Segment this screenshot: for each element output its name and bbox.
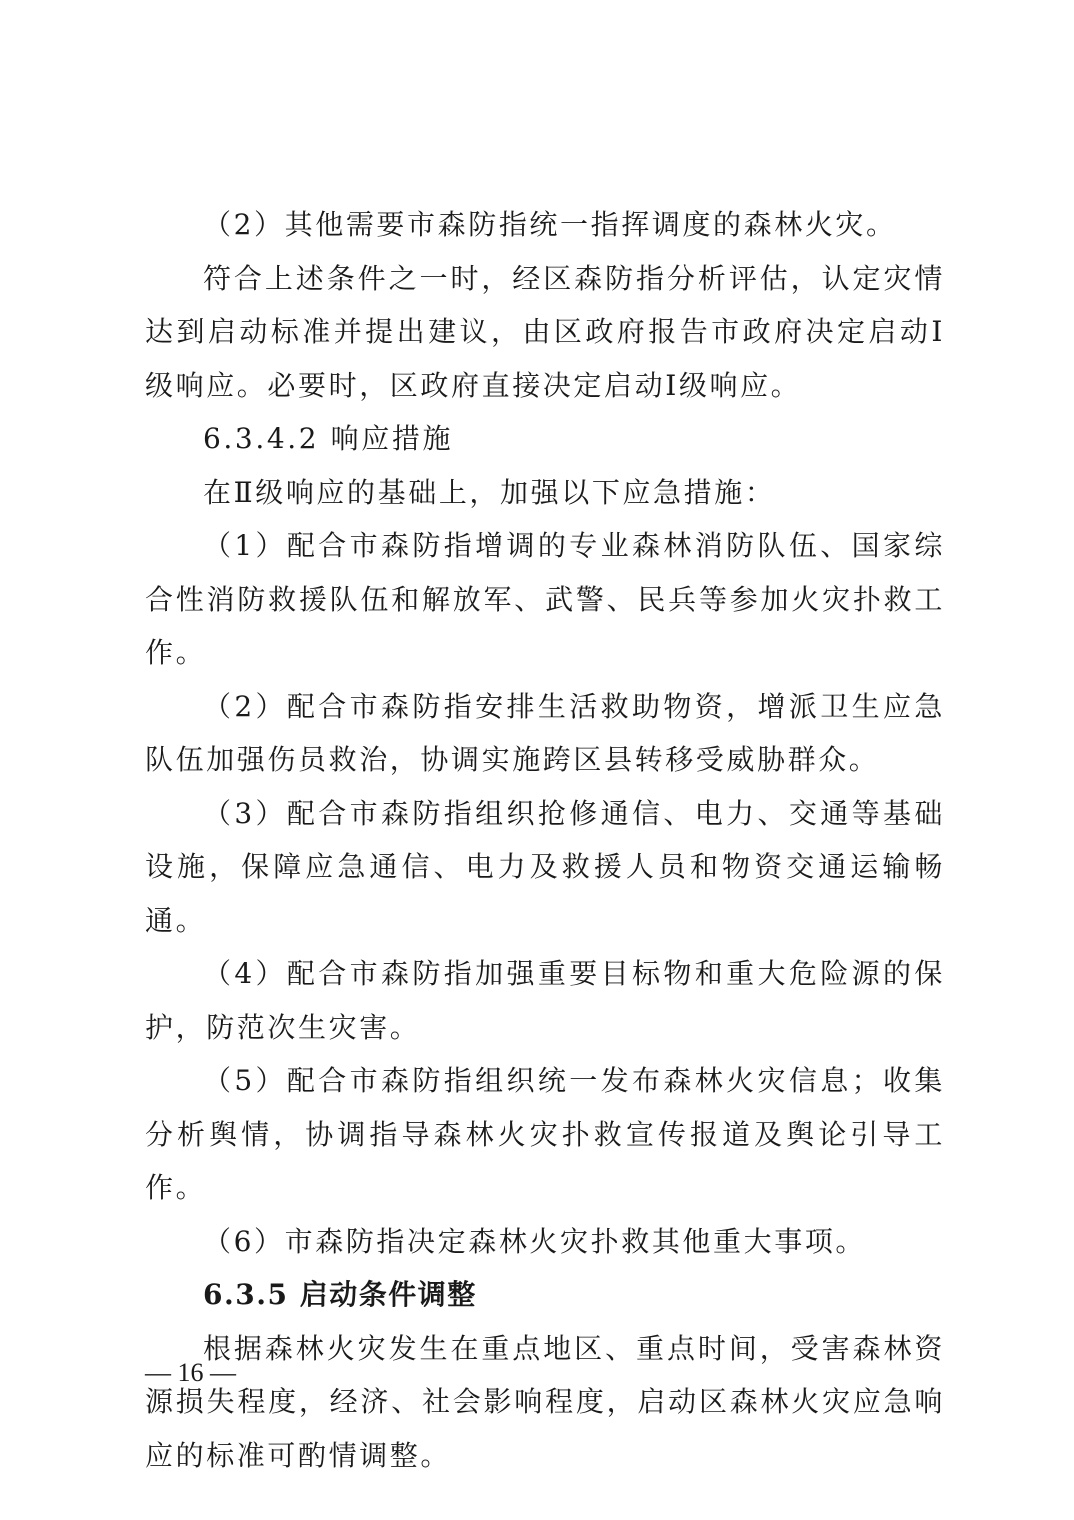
document-body [145, 198, 945, 1482]
measure-1: （1）配合市森防指增调的专业森林消防队伍、国家综合性消防救援队伍和解放军、武警、民兵等参加火灾扑救工作。 [145, 529, 945, 669]
section-6-3-5-heading: 6.3.5 启动条件调整 [203, 1278, 477, 1311]
level-1-activation-paragraph: 符合上述条件之一时，经区森防指分析评估，认定灾情达到启动标准并提出建议，由区政府报告市政府决定启动Ⅰ级响应。必要时，区政府直接决定启动Ⅰ级响应。 [145, 261, 945, 402]
adjustment-paragraph: 根据森林火灾发生在重点地区、重点时间，受害森林资源损失程度，经济、社会影响程度，启动区森林火灾应急响应的标准可酌情调整。 [145, 1331, 945, 1472]
measure-3: （3）配合市森防指组织抢修通信、电力、交通等基础设施，保障应急通信、电力及救援人员和物资交通运输畅通。 [145, 796, 945, 937]
page-number: — 16 — [145, 1358, 236, 1387]
measure-5: （5）配合市森防指组织统一发布森林火灾信息；收集分析舆情，协调指导森林火灾扑救宣传报道及舆论引导工作。 [145, 1064, 945, 1204]
section-6-3-4-2-title: 6.3.4.2 响应措施 [203, 422, 454, 455]
measure-2: （2）配合市森防指安排生活救助物资，增派卫生应急队伍加强伤员救治，协调实施跨区县转移受威胁群众。 [145, 689, 945, 776]
measures-intro: 在Ⅱ级响应的基础上，加强以下应急措施： [203, 475, 776, 509]
measure-4: （4）配合市森防指加强重要目标物和重大危险源的保护，防范次生灾害。 [145, 957, 945, 1044]
measure-6: （6）市森防指决定森林火灾扑救其他重大事项。 [203, 1224, 867, 1258]
item-2-other-fires: （2）其他需要市森防指统一指挥调度的森林火灾。 [203, 208, 897, 241]
